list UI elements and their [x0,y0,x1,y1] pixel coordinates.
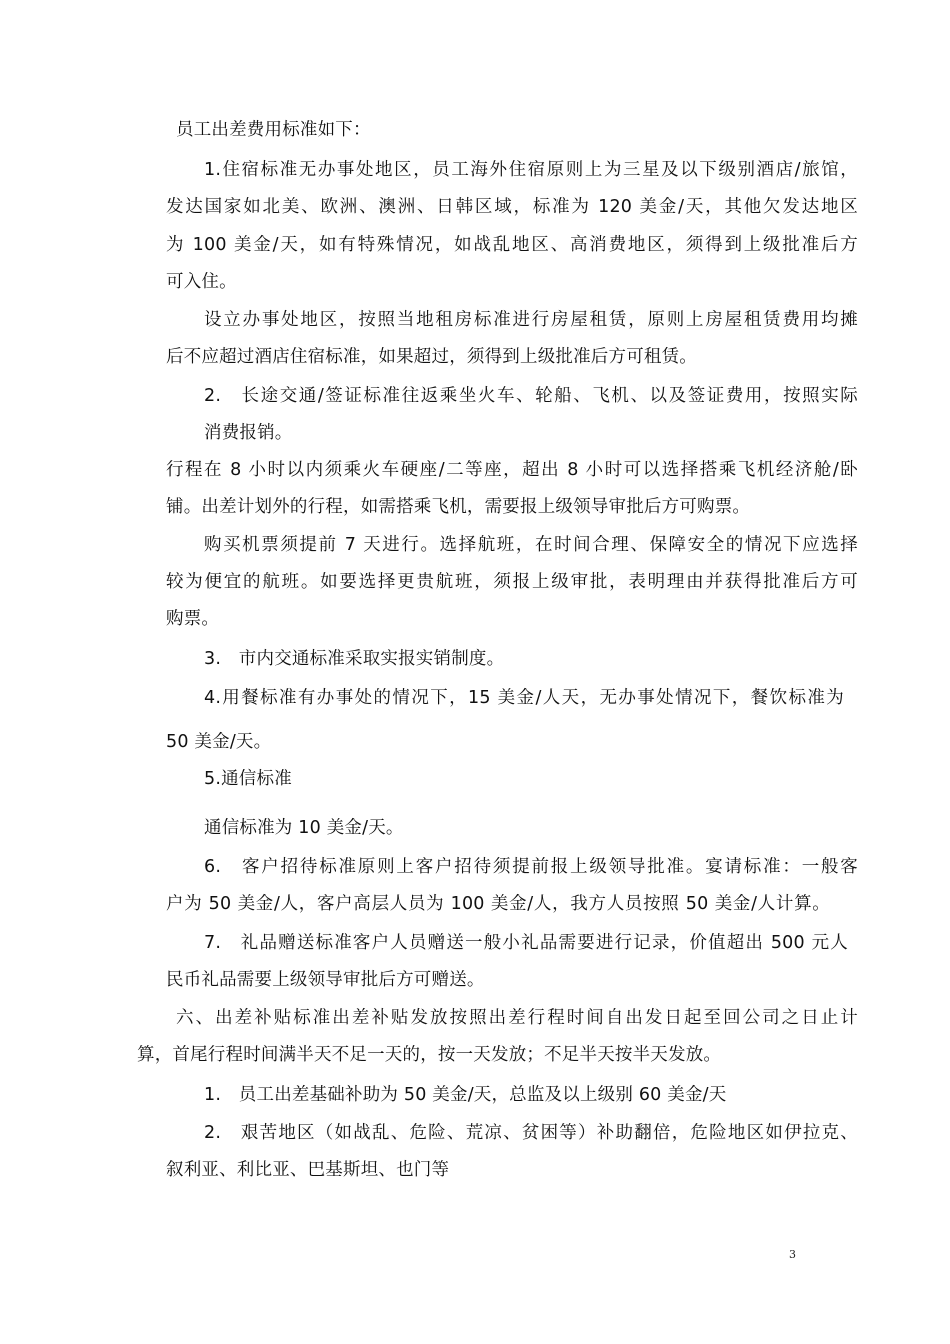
lodging-paragraph-line: 1.住宿标准无办事处地区，员工海外住宿原则上为三星及以下级别酒店/旅馆， [204,160,858,180]
long-distance-transport-line: 消费报销。 [204,423,293,443]
allowance-section-line: 算，首尾行程时间满半天不足一天的，按一天发放；不足半天按半天发放。 [137,1045,722,1065]
local-transport-line: 3. 市内交通标准采取实报实销制度。 [204,649,505,669]
gift-rule-line: 民币礼品需要上级领导审批后方可赠送。 [166,970,485,990]
client-hospitality-line: 户为 50 美金/人，客户高层人员为 100 美金/人，我方人员按照 50 美金/人计算。 [166,894,830,914]
office-rental-paragraph-line: 后不应超过酒店住宿标准，如果超过，须得到上级批准后方可租赁。 [166,347,697,367]
office-rental-paragraph-line: 设立办事处地区，按照当地租房标准进行房屋租赁，原则上房屋租赁费用均摊 [204,310,858,330]
train-rule-line: 行程在 8 小时以内须乘火车硬座/二等座，超出 8 小时可以选择搭乘飞机经济舱/卧 [166,460,858,480]
train-rule-line: 铺。出差计划外的行程，如需搭乘飞机，需要报上级领导审批后方可购票。 [166,497,751,517]
air-ticket-line: 较为便宜的航班。如要选择更贵航班，须报上级审批，表明理由并获得批准后方可 [166,572,858,592]
page-number: 3 [789,1248,796,1261]
client-hospitality-line: 6. 客户招待标准原则上客户招待须提前报上级领导批准。宴请标准：一般客 [204,857,858,877]
meal-standard-line: 4.用餐标准有办事处的情况下，15 美金/人天，无办事处情况下，餐饮标准为 [204,688,844,708]
hardship-allowance-line: 叙利亚、利比亚、巴基斯坦、也门等 [166,1160,450,1180]
air-ticket-line: 购票。 [166,609,220,629]
communication-heading: 5.通信标准 [204,769,292,789]
meal-standard-line: 50 美金/天。 [166,732,272,752]
long-distance-transport-line: 2. 长途交通/签证标准往返乘坐火车、轮船、飞机、以及签证费用，按照实际 [204,386,858,406]
lodging-paragraph-line: 为 100 美金/天，如有特殊情况，如战乱地区、高消费地区，须得到上级批准后方 [166,235,858,255]
communication-standard-line: 通信标准为 10 美金/天。 [204,818,404,838]
lodging-paragraph-line: 可入住。 [166,272,237,292]
hardship-allowance-line: 2. 艰苦地区（如战乱、危险、荒凉、贫困等）补助翻倍，危险地区如伊拉克、 [204,1123,858,1143]
intro-heading: 员工出差费用标准如下： [176,120,371,140]
gift-rule-line: 7. 礼品赠送标准客户人员赠送一般小礼品需要进行记录，价值超出 500 元人 [204,933,848,953]
lodging-paragraph-line: 发达国家如北美、欧洲、澳洲、日韩区域，标准为 120 美金/天，其他欠发达地区 [166,197,858,217]
allowance-section-line: 六、出差补贴标准出差补贴发放按照出差行程时间自出发日起至回公司之日止计 [176,1008,858,1028]
air-ticket-line: 购买机票须提前 7 天进行。选择航班，在时间合理、保障安全的情况下应选择 [204,535,858,555]
basic-allowance-line: 1. 员工出差基础补助为 50 美金/天，总监及以上级别 60 美金/天 [204,1085,727,1105]
